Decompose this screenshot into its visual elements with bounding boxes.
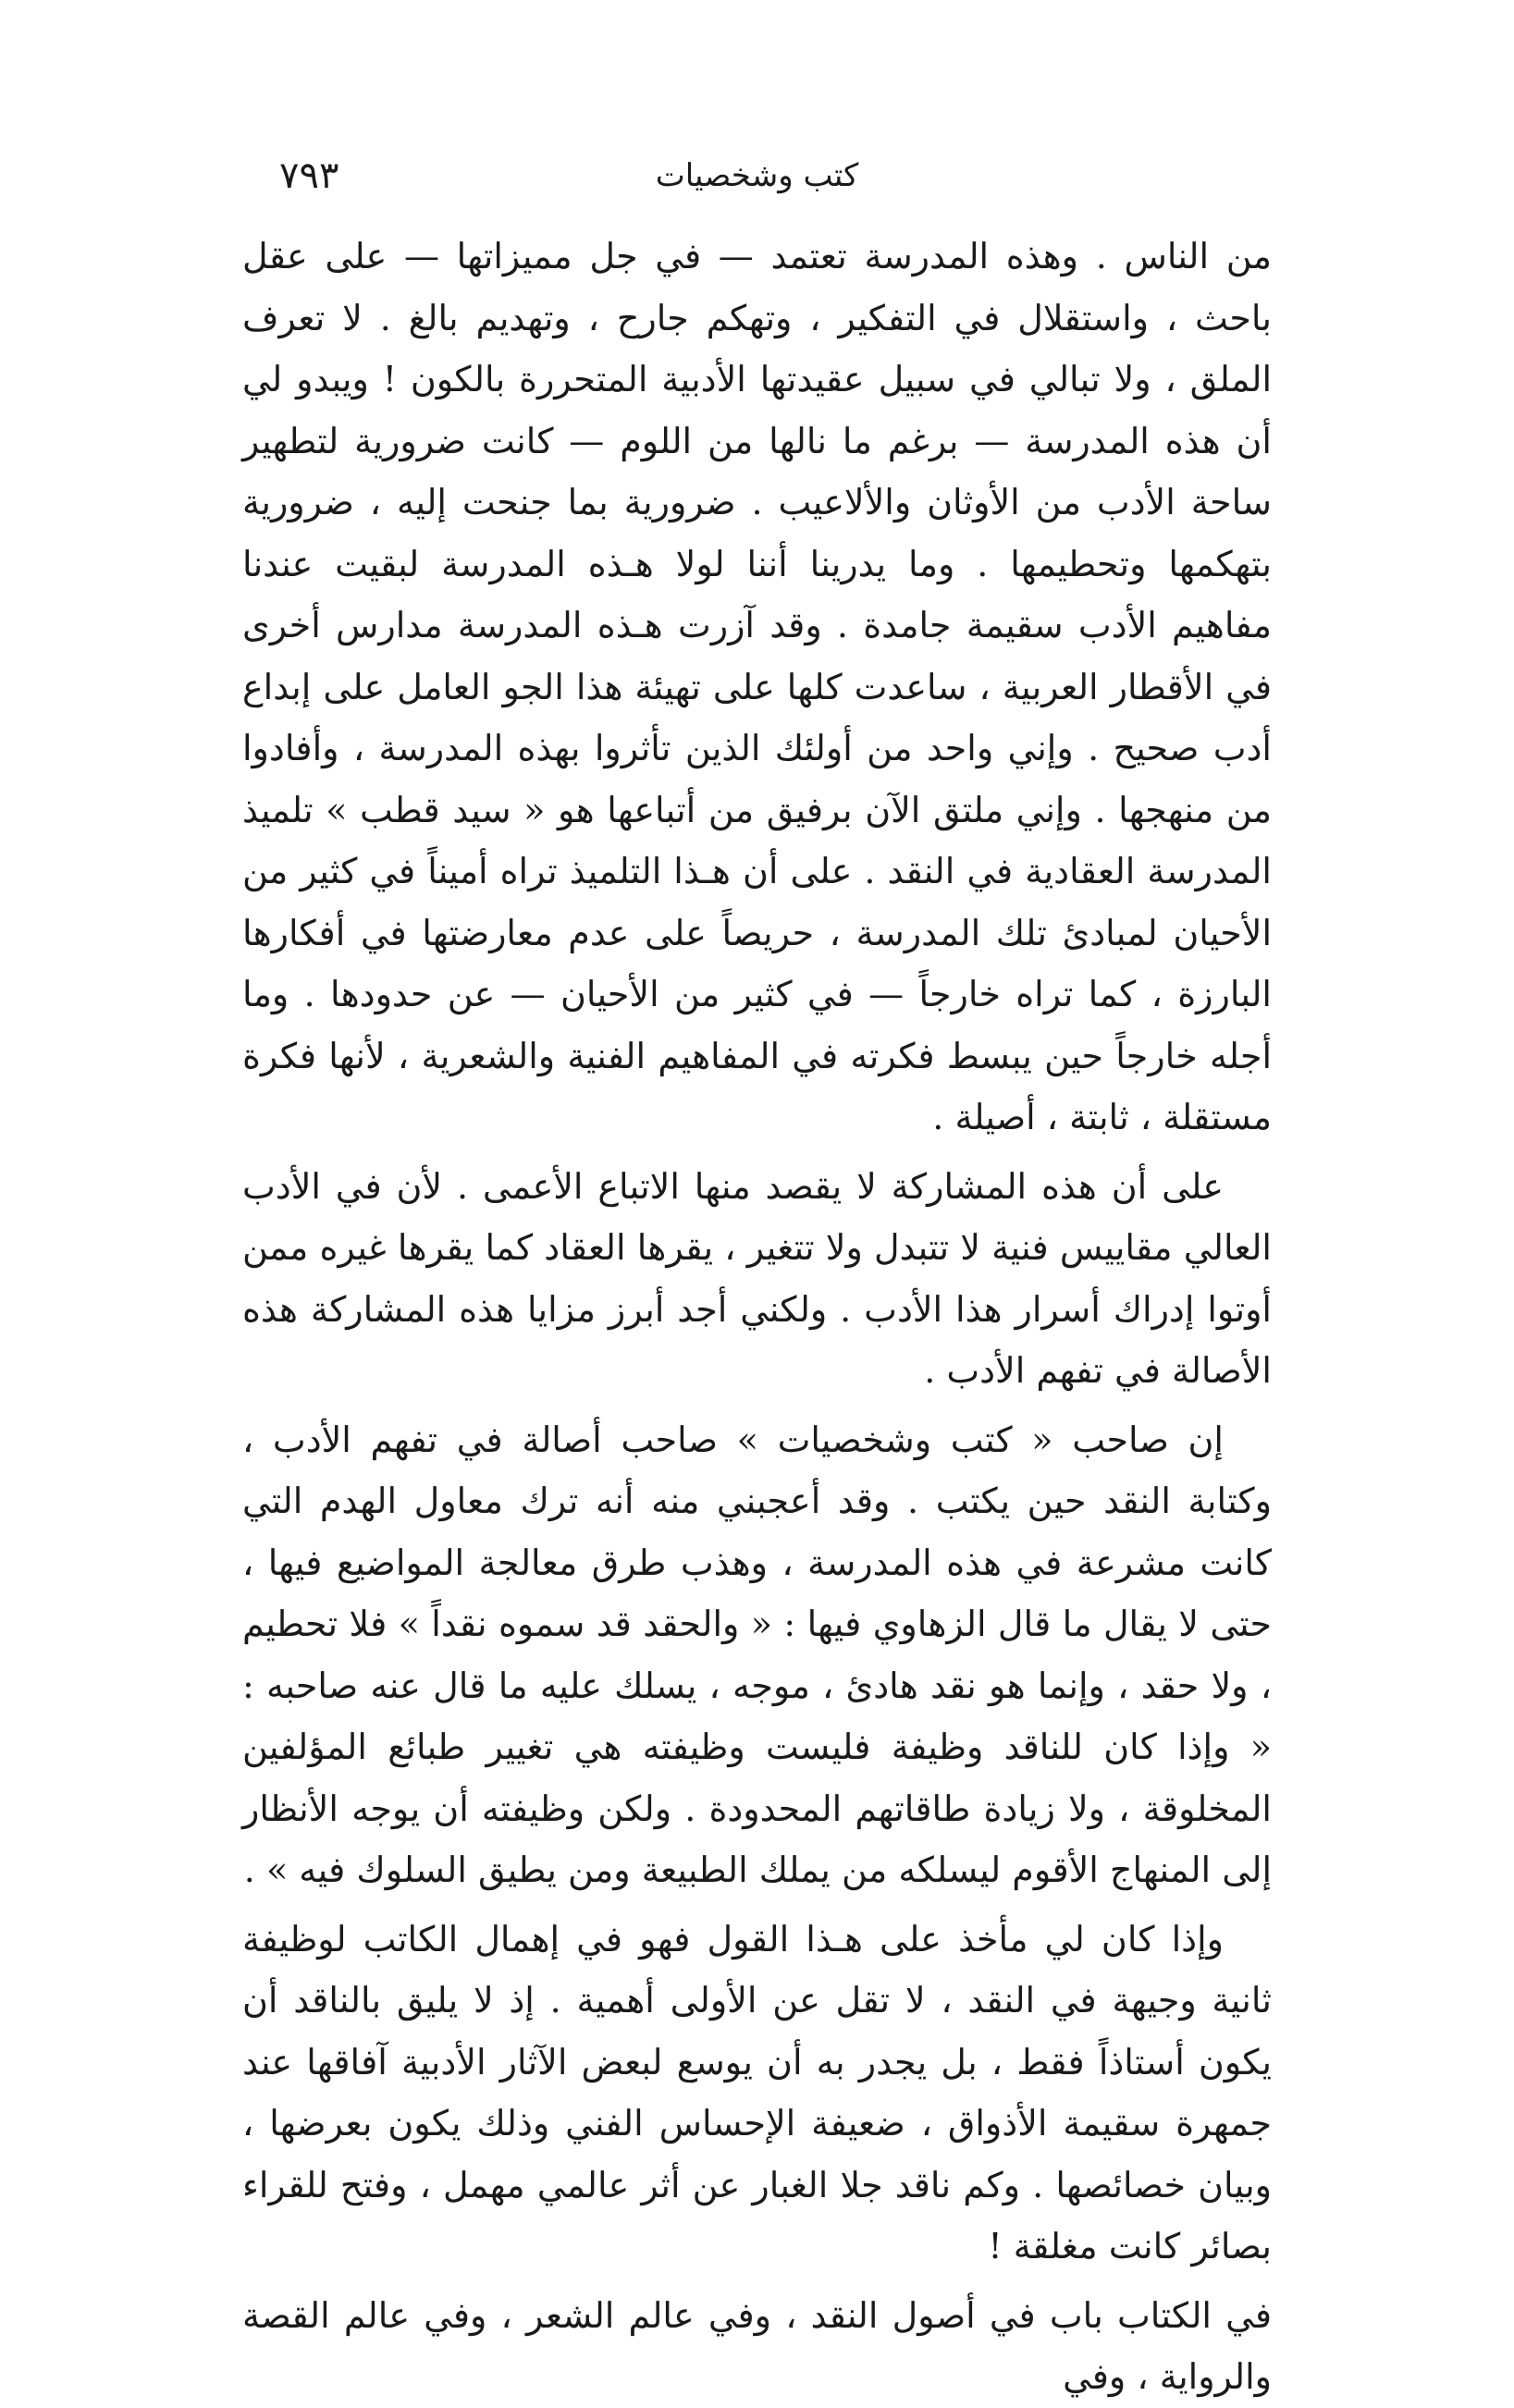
paragraph: في الكتاب باب في أصول النقد ، وفي عالم الشعر ، وفي عالم القصة والرواية ، وفي bbox=[242, 2294, 1272, 2397]
body-text bbox=[242, 226, 1272, 2408]
paragraph: على أن هذه المشاركة لا يقصد منها الاتباع الأعمى . لأن في الأدب العالي مقاييس فنية لا تتبدل ولا تتغير ، يقرها العقاد كما يقرها غيره ممن أوتوا إدراك أسرار هذا الأدب . ولكني أجد أبرز مزايا هذه المشاركة هذه الأصالة في تفهم الأدب . bbox=[242, 1165, 1272, 1391]
paragraph: من الناس . وهذه المدرسة تعتمد — في جل مميزاتها — على عقل باحث ، واستقلال في التفكير ، وتهكم جارح ، وتهديم بالغ . لا تعرف الملق ، ولا تبالي في سبيل عقيدتها الأدبية المتحررة بالكون ! ويبدو لي أن هذه المدرسة — برغم ما نالها من اللوم — كانت ضرورية لتطهير ساحة الأدب من الأوثان والألاعيب . ضرورية بما جنحت إليه ، ضرورية بتهكمها وتحطيمها . وما يدرينا أننا لولا هـذه المدرسة لبقيت عندنا مفاهيم الأدب سقيمة جامدة . وقد آزرت هـذه المدرسة مدارس أخرى في الأقطار العربية ، ساعدت كلها على تهيئة هذا الجو العامل على إبداع أدب صحيح . وإني واحد من أولئك الذين تأثروا بهذه المدرسة ، وأفادوا من منهجها . وإني ملتق الآن برفيق من أتباعها هو « سيد قطب » تلميذ المدرسة العقادية في النقد . على أن هـذا التلميذ تراه أميناً في كثير من الأحيان لمبادئ تلك المدرسة ، حريصاً على عدم معارضتها في أفكارها البارزة ، كما تراه خارجاً — في كثير من الأحيان — عن حدودها . وما أجله خارجاً حين يبسط فكرته في المفاهيم الفنية والشعرية ، لأنها فكرة مستقلة ، ثابتة ، أصيلة . bbox=[242, 236, 1272, 1137]
running-title: كتب وشخصيات bbox=[655, 157, 859, 194]
paragraph: وإذا كان لي مأخذ على هـذا القول فهو في إهمال الكاتب لوظيفة ثانية وجيهة في النقد ، لا تقل عن الأولى أهمية . إذ لا يليق بالناقد أن يكون أستاذاً فقط ، بل يجدر به أن يوسع لبعض الآثار الأدبية آفاقها عند جمهرة سقيمة الأذواق ، ضعيفة الإحساس الفني وذلك يكون بعرضها ، وبيان خصائصها . وكم ناقد جلا الغبار عن أثر عالمي مهمل ، وفتح للقراء بصائر كانت مغلقة ! bbox=[242, 1918, 1272, 2267]
page-header bbox=[242, 148, 1272, 203]
paragraph: إن صاحب « كتب وشخصيات » صاحب أصالة في تفهم الأدب ، وكتابة النقد حين يكتب . وقد أعجبني منه أنه ترك معاول الهدم التي كانت مشرعة في هذه المدرسة ، وهذب طرق معالجة المواضيع فيها ، حتى لا يقال ما قال الزهاوي فيها : « والحقد قد سموه نقداً » فلا تحطيم ، ولا حقد ، وإنما هو نقد هادئ ، موجه ، يسلك عليه ما قال عنه صاحبه : « وإذا كان للناقد وظيفة فليست وظيفته هي تغيير طبائع المؤلفين المخلوقة ، ولا زيادة طاقاتهم المحدودة . ولكن وظيفته أن يوجه الأنظار إلى المنهاج الأقوم ليسلكه من يملك الطبيعة ومن يطيق السلوك فيه » . bbox=[242, 1419, 1272, 1890]
page-number: ٧٩٣ bbox=[279, 154, 339, 197]
